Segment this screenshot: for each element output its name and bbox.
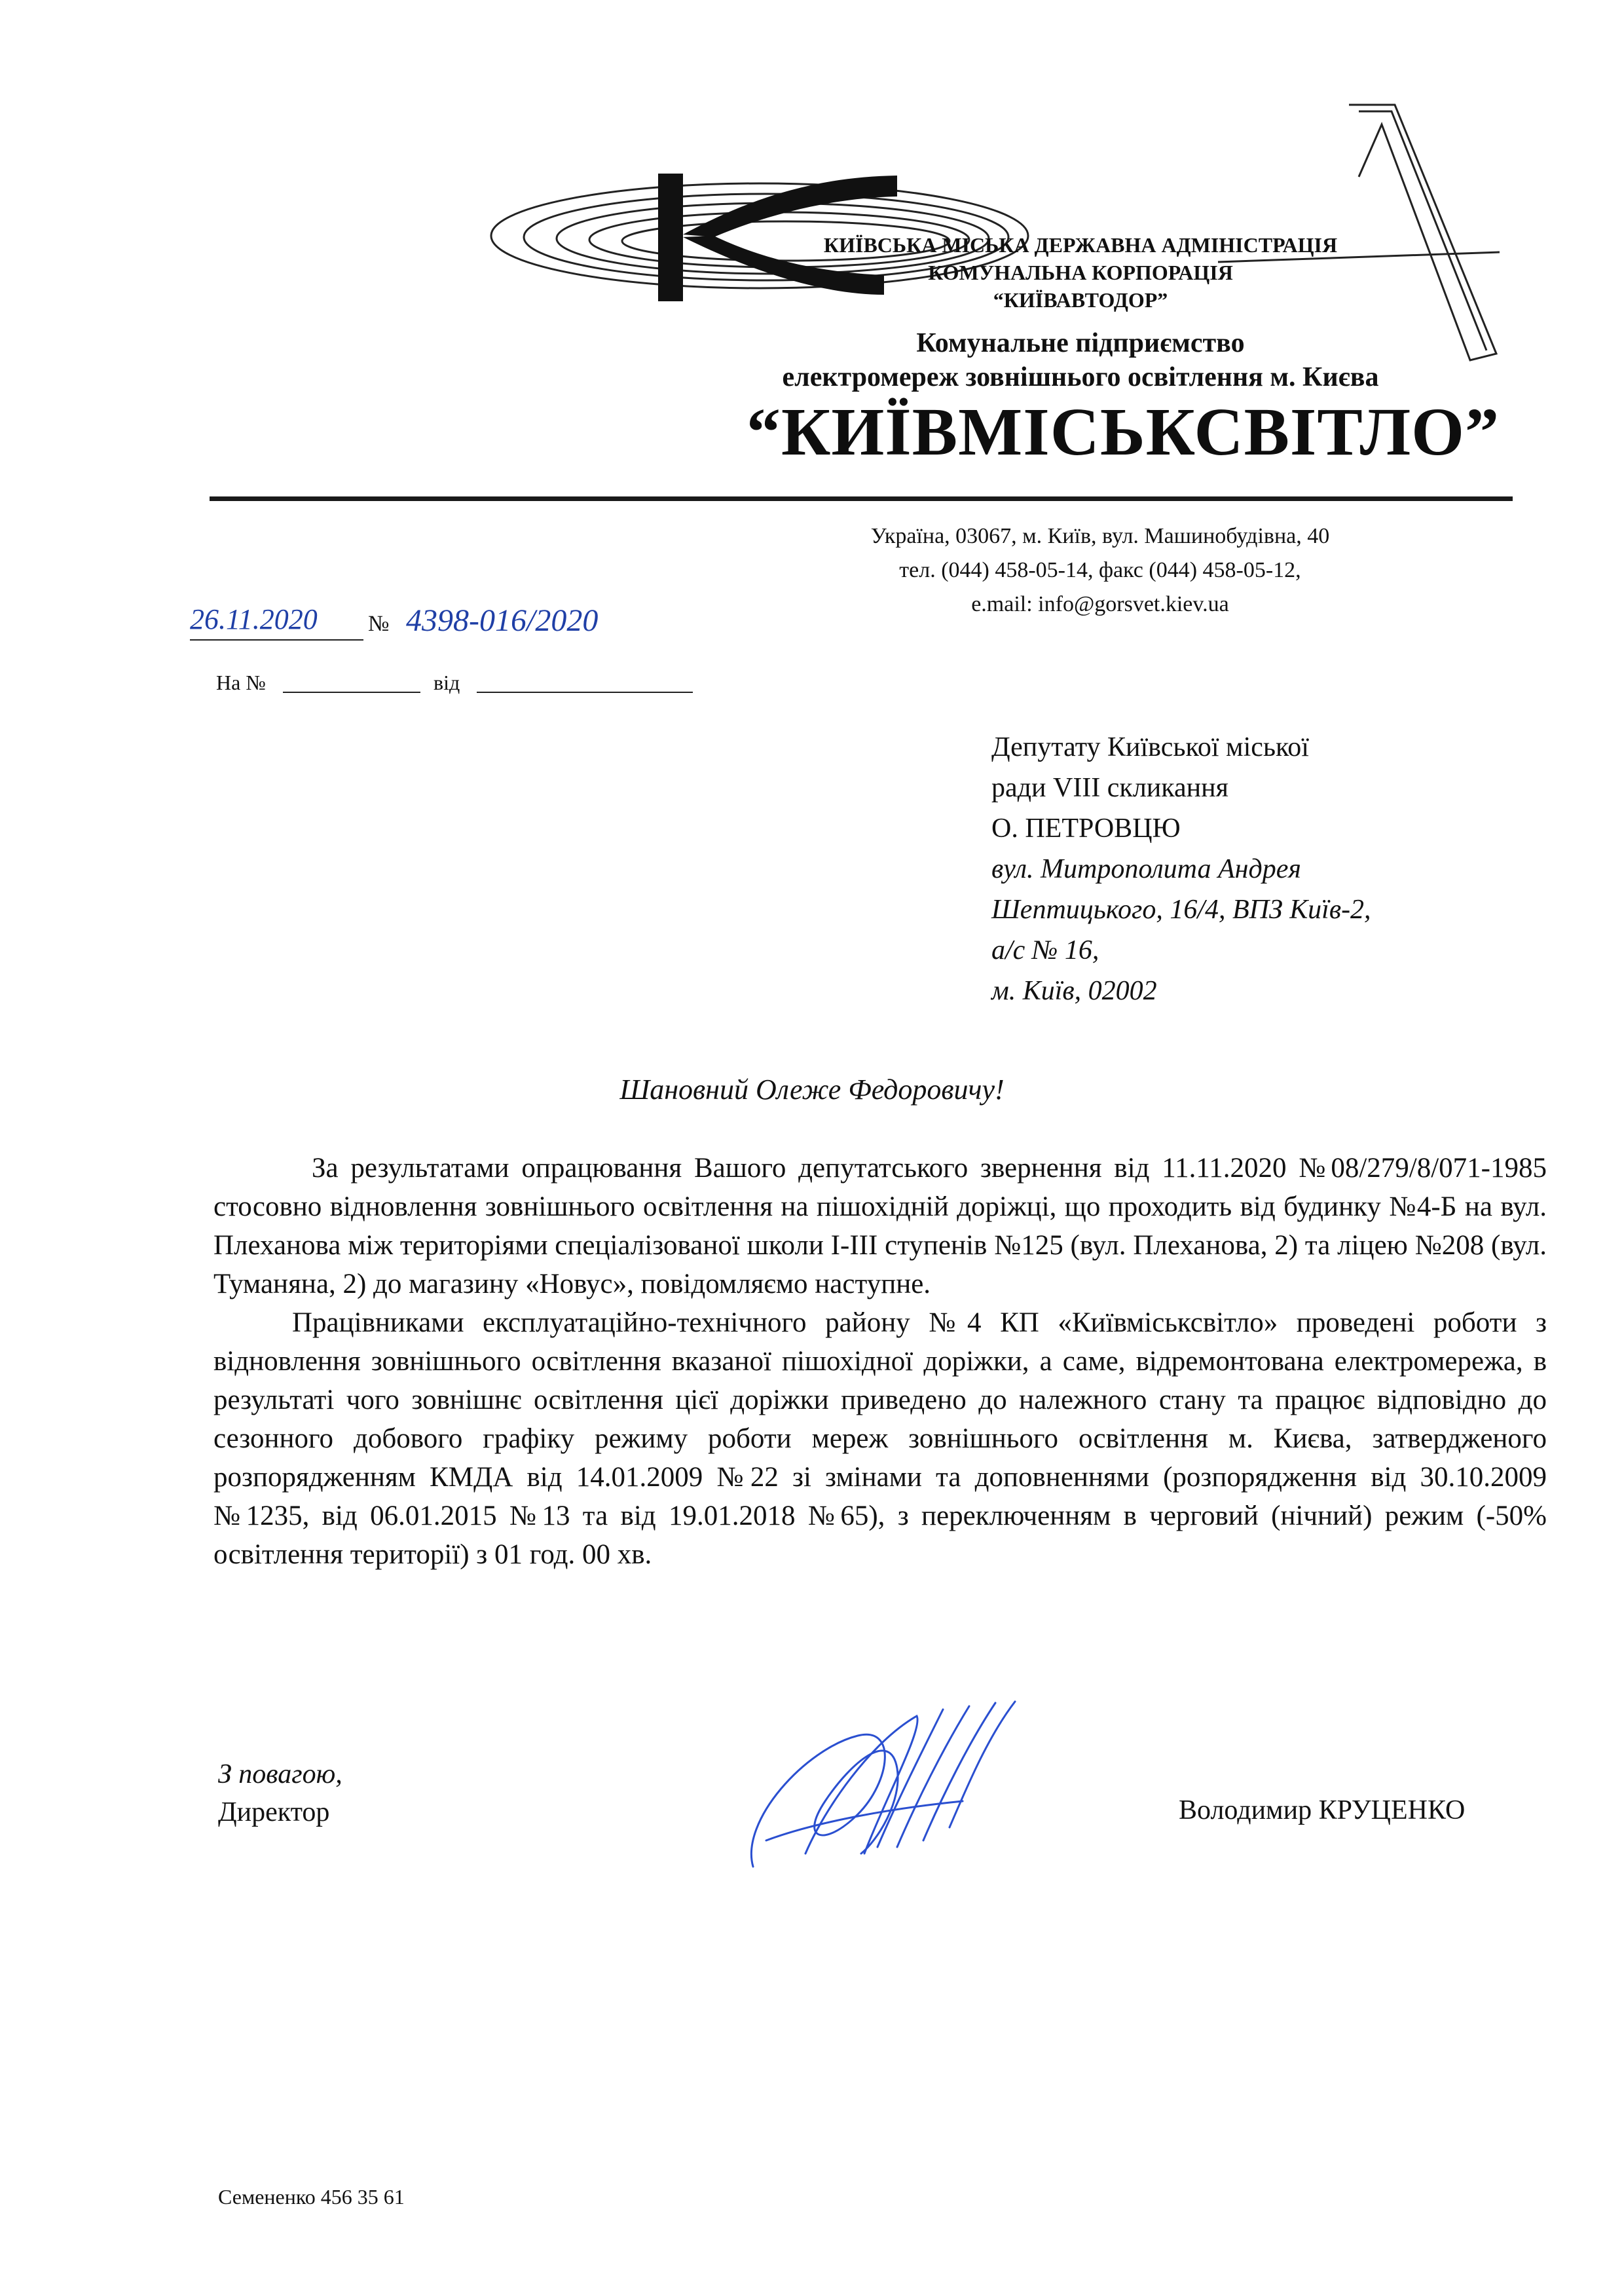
reference-number-sign: № [368, 612, 390, 636]
addressee-building: Шептицького, 16/4, ВПЗ Київ-2, [991, 895, 1371, 925]
closing-block [218, 1755, 342, 1831]
outgoing-reference [190, 603, 714, 642]
addressee-city: м. Київ, 02002 [991, 976, 1157, 1006]
addressee-line: Депутату Київської міської [991, 732, 1309, 762]
executor-contact: Семененко 456 35 61 [218, 2185, 405, 2209]
company-phone: тел. (044) 458-05-14, факс (044) 458-05-12, [899, 558, 1301, 582]
header-enterprise-desc: електромереж зовнішнього освітлення м. Києва [782, 362, 1379, 392]
company-address: Україна, 03067, м. Київ, вул. Машинобудівна, 40 [870, 524, 1330, 548]
signer-position: Директор [218, 1797, 330, 1827]
header-kyivavtodor: “КИЇВАВТОДОР” [993, 288, 1168, 312]
letter-body [213, 1149, 1547, 1574]
header-divider [210, 496, 1513, 501]
addressee-po-box: а/с № 16, [991, 935, 1099, 965]
handwritten-signature [727, 1690, 1041, 1886]
incoming-reference [216, 671, 740, 700]
incoming-number-blank [283, 692, 420, 693]
addressee-line: ради VIII скликання [991, 773, 1228, 803]
signer-name: Володимир КРУЦЕНКО [1179, 1795, 1466, 1825]
reference-number: 4398-016/2020 [406, 603, 599, 638]
body-paragraph: Працівниками експлуатаційно-технічного району №4 КП «Київміськсвітло» проведені роботи з відновлення зовнішнього освітлення вказаної пішохідної доріжки, а саме, відремонтована електромережа, в результаті чого зовнішнє освітлення цієї доріжки приведено до належного стану та працює відповідно до сезонного добового графіку режиму роботи мереж зовнішнього освітлення м. Києва, затвердженого розпорядженням КМДА від 14.01.2009 №22 зі змінами та доповненнями (розпорядження від 30.10.2009 №1235, від 06.01.2015 №13 та від 19.01.2018 №65), з переключенням в черговий (нічний) режим (-50% освітлення території) з 01 год. 00 хв. [213, 1307, 1547, 1570]
greeting: Шановний Олеже Федоровичу! [619, 1073, 1005, 1106]
incoming-number-label: На № [216, 671, 266, 694]
header-corporation: КОМУНАЛЬНА КОРПОРАЦІЯ [928, 261, 1233, 284]
body-paragraph: За результатами опрацювання Вашого депутатського звернення від 11.11.2020 №08/279/8/071-1985 стосовно відновлення зовнішнього освітлення на пішохідній доріжці, що проходить від будинку №4-Б на вул. Плеханова між територіями спеціалізованої школи І-ІІІ ступенів №125 (вул. Плеханова, 2) та ліцею №208 (вул. Туманяна, 2) до магазину «Новус», повідомляємо наступне. [213, 1153, 1547, 1299]
brand-name: “КИЇВМІСЬКСВІТЛО” [747, 394, 1500, 470]
addressee-name: О. ПЕТРОВЦЮ [991, 813, 1181, 844]
reference-date: 26.11.2020 [190, 603, 363, 641]
closing-regards: З повагою, [218, 1759, 342, 1789]
incoming-date-label: від [434, 671, 460, 694]
addressee-block [991, 727, 1581, 1011]
company-email: e.mail: info@gorsvet.kiev.ua [971, 592, 1229, 616]
incoming-date-blank [477, 692, 693, 693]
header-enterprise: Комунальне підприємство [916, 328, 1245, 358]
header-administration: КИЇВСЬКА МІСЬКА ДЕРЖАВНА АДМІНІСТРАЦІЯ [823, 233, 1338, 257]
addressee-street: вул. Митрополита Андрея [991, 854, 1301, 884]
